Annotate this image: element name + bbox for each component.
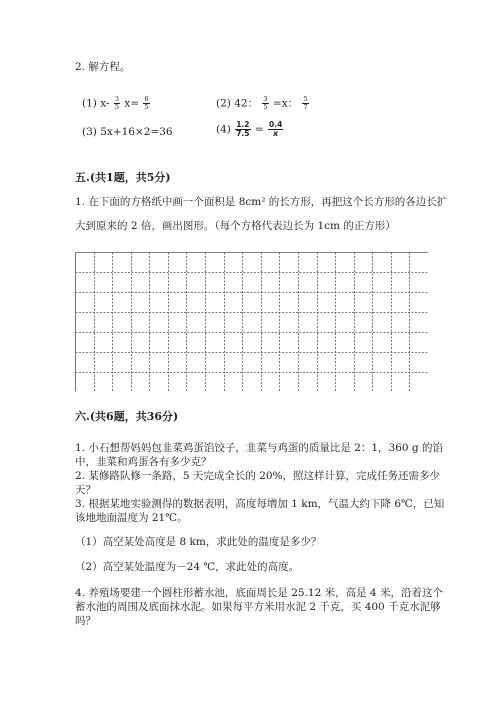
sec5-question-1-line-2: 大到原来的 2 倍，画出图形。（每个方格代表边长为 1cm 的正方形） bbox=[75, 220, 396, 232]
sec6-question-3-sub-2: （2）高空某处温度为－24 ℃，求此处的高度。 bbox=[75, 561, 300, 573]
eq2-fraction-1: $\frac{3}{5}$ bbox=[263, 95, 268, 111]
section-title-six: 六.(共6题，共36分) bbox=[75, 410, 179, 423]
sec6-question-4-line-2: 蓄水池的周围及底面抹水泥。如果每平方米用水泥 2 千克，买 400 千克水泥够 bbox=[75, 601, 441, 613]
sec6-question-1-line-1: 1. 小石想帮妈妈包韭菜鸡蛋馅饺子，韭菜与鸡蛋的质量比是 2：1，360 g 的馅 bbox=[75, 442, 443, 454]
equation-1 bbox=[82, 96, 151, 111]
sec6-question-3-line-2: 该地地面温度为 21℃。 bbox=[75, 512, 188, 524]
grid-paper-svg bbox=[75, 252, 428, 392]
eq1-fraction-2: $\frac{6}{5}$ bbox=[144, 95, 149, 111]
section-title-equations: 2. 解方程。 bbox=[75, 61, 131, 73]
eq2-middle: =x： bbox=[272, 97, 299, 110]
sec5-question-1-line-1: 1. 在下面的方格纸中画一个面积是 8cm² 的长方形，再把这个长方形的各边长扩 bbox=[75, 196, 448, 208]
eq4-fraction-1: $\frac{1.2}{7.5}$ bbox=[236, 120, 250, 138]
sec6-question-4-line-3: 吗？ bbox=[75, 615, 96, 627]
sec6-question-4-line-1: 4. 养殖场要建一个圆柱形蓄水池，底面周长是 25.12 米，高是 4 米，沿着这个 bbox=[75, 587, 443, 599]
eq1-fraction-1: $\frac{3}{5}$ bbox=[114, 95, 119, 111]
sec6-question-3-line-1: 3. 根据某地实验测得的数据表明，高度每增加 1 km，气温大约下降 6℃，已知 bbox=[75, 498, 445, 510]
eq4-fraction-2: $\frac{0.4}{x}$ bbox=[269, 120, 283, 138]
equation-3: (3) 5x+16×2=36 bbox=[82, 126, 173, 138]
equation-4 bbox=[216, 121, 284, 138]
sec6-question-1-line-2: 中，韭菜和鸡蛋各有多少克？ bbox=[75, 456, 212, 468]
equation-2 bbox=[216, 96, 310, 111]
eq2-prefix: (2) 42： bbox=[216, 97, 259, 110]
sec6-question-2-line-2: 天？ bbox=[75, 484, 96, 496]
sec6-question-2-line-1: 2. 某修路队修一条路，5 天完成全长的 20%，照这样计算，完成任务还需多少 bbox=[75, 470, 441, 482]
sec6-question-3-sub-1: （1）高空某处高度是 8 km，求此处的温度是多少？ bbox=[75, 536, 322, 548]
eq2-fraction-2: $\frac{5}{7}$ bbox=[303, 95, 308, 111]
eq4-middle: = bbox=[254, 123, 264, 136]
section-title-five: 五.(共1题，共5分) bbox=[75, 171, 171, 184]
grid-paper[interactable] bbox=[75, 252, 428, 392]
eq4-prefix: (4) bbox=[216, 123, 231, 136]
eq1-prefix: (1) x- bbox=[82, 97, 110, 110]
eq1-middle: x= bbox=[124, 97, 140, 110]
